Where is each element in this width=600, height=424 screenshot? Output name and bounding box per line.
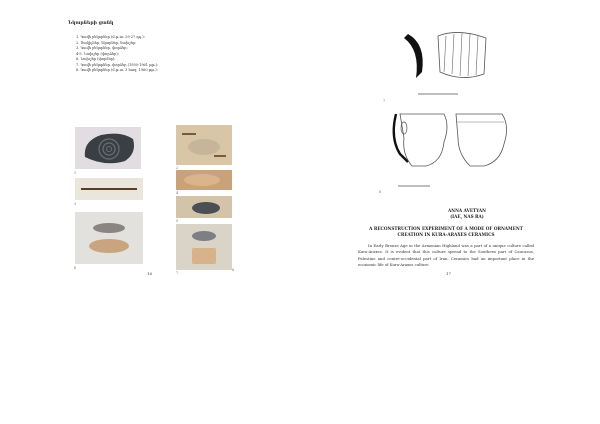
figure-number-right-7: 7	[383, 99, 386, 103]
author-affiliation: (IAE, NAS RA)	[450, 213, 484, 219]
page-number-right: 17	[446, 271, 452, 276]
figure-number-1: 1	[74, 171, 77, 175]
photo-pointed-tool	[75, 178, 143, 200]
photo-clay-tools	[176, 125, 232, 165]
photo-clay-tiles	[176, 224, 235, 272]
page-number-left: 16	[147, 271, 153, 276]
author-name: ANNA AVETYAN	[448, 208, 486, 213]
caption-item: 8. Կավե բեկորներ (մ.թ.ա. 3 հազ. 1960 թթ.)։	[76, 68, 158, 72]
caption-item: 3. Կավե բեկորներ, փորձեր։	[76, 46, 128, 50]
figure-number-8: 8	[232, 268, 235, 272]
caption-item: 7. Կավե բեկորներ, փորձեր (1950-1961 թթ.)։	[76, 62, 159, 67]
photo-stacked-sherds	[75, 212, 143, 264]
spiral-sherd-image	[75, 127, 141, 169]
figure-number-right-8: 8	[379, 190, 382, 194]
photo-dark-sherd	[75, 127, 141, 169]
right-page	[300, 0, 600, 424]
caption-list	[68, 35, 238, 74]
article-title: A RECONSTRUCTION EXPERIMENT OF A MODE OF ORNAMENT CREATION IN KURA-ARAXES CERAMICS	[369, 226, 523, 237]
sherd-profile-drawing	[400, 22, 495, 100]
figure-number-6: 6	[74, 266, 77, 270]
figure-number-3: 3	[74, 202, 77, 206]
photo-clay-slab	[176, 170, 232, 190]
photo-dark-fragment	[176, 196, 232, 218]
body-paragraph: In Early Bronze Age in the Armenian Highland was a part of a unique culture called Kura-Araxes. It is evident that this culture spread to the Southern part of Caucasus, Palestine and centre-occidental part of Iran. Ceramics had an important place in the economic life of Kura-Araxes culture.	[358, 243, 534, 268]
vessel-drawings	[386, 108, 522, 192]
figure-number-2: 2	[176, 166, 179, 170]
figure-number-5: 5	[176, 219, 179, 223]
caption-item: 2. Ծակիչներ, նկարներ, նախշեր։	[76, 40, 137, 45]
caption-item: 1. Կավե բեկորներ (մ.թ.ա. 29-27 դդ.)։	[76, 35, 145, 39]
author-block	[432, 208, 502, 219]
article-body	[358, 243, 534, 269]
figure-number-4: 4	[176, 191, 179, 195]
caption-item: 6. Նախշեր (փորձեր)։	[76, 57, 116, 61]
caption-item: 4-5. Նախշեր (փորձեր)։	[76, 51, 119, 56]
figure-number-7: 7	[176, 271, 179, 275]
captions-heading: Նկարների ցանկ	[68, 21, 114, 26]
